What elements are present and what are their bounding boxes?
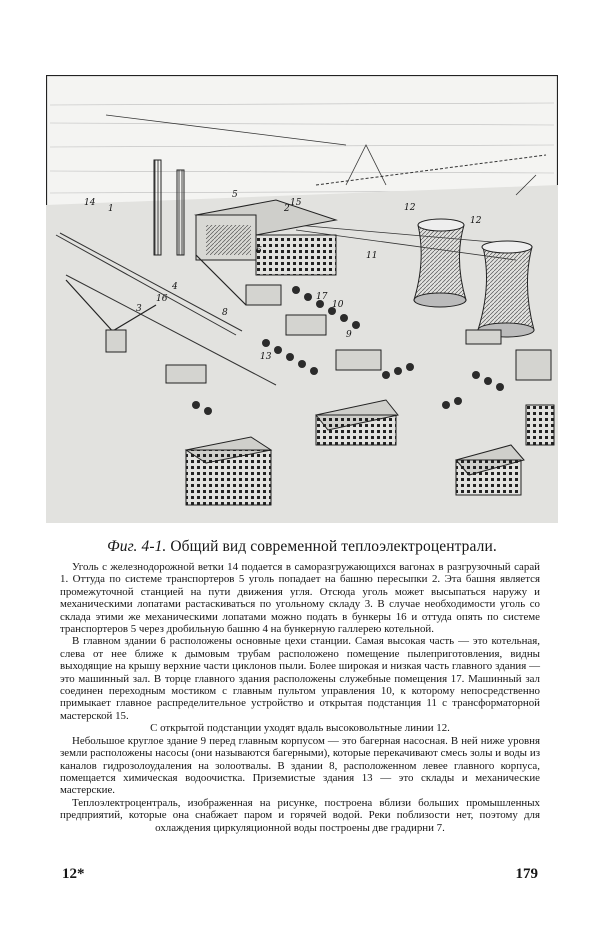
callout-15: 15 [290, 198, 302, 208]
paragraph: Теплоэлектроцентраль, изображенная на рисунке, построена вблизи больших промышленных предприятий, которые она снабжает паром и горячей водой. Реки поблизости нет, поэтому для охлаждения циркуляционной воды построены две градирни 7. [60, 796, 540, 834]
figure-caption [46, 538, 558, 556]
callout-1: 1 [108, 204, 114, 214]
callout-8: 8 [222, 308, 228, 318]
callout-10: 10 [332, 300, 344, 310]
signature-mark: 12* [62, 866, 85, 882]
body-text [60, 561, 540, 834]
callout-3: 3 [136, 304, 142, 314]
paragraph: Небольшое круглое здание 9 перед главным корпусом — это багерная насосная. В ней ниже уровня земли расположены насосы (они называются багерными), которые перекачивают смесь золы и воды из каналов гидрозолоудаления на золоотвалы. В здании 8, расположенном левее главного корпуса, помещается химическая водоочистка. Приземистые здания 13 — это склады и механические мастерские. [60, 734, 540, 797]
callout-17: 17 [316, 292, 328, 302]
power-plant-illustration [46, 75, 558, 523]
callout-14: 14 [84, 198, 96, 208]
paragraph: В главном здании 6 расположены основные цехи станции. Самая высокая часть — это котельная, слева от нее ближе к дымовым трубам расположено помещение пылеприготовления, видны выходящие на крышу верхние части циклонов пыли. Более широкая и низкая часть главного здания — это машинный зал. В торце главного здания расположены служебные помещения 17. Машинный зал соединен переходным мостиком с главным пультом управления 10, к которому непосредственно примыкает главное распределительное устройство и открытая подстанция 11 с трансформаторной мастерской 15. [60, 635, 540, 722]
callout-12b: 12 [470, 216, 482, 226]
callout-9: 9 [346, 330, 352, 340]
callout-2: 2 [284, 204, 290, 214]
callout-6: 6 [256, 246, 262, 256]
figure-label: Фиг. 4-1. [107, 538, 167, 555]
callout-11: 11 [366, 251, 378, 261]
figure-title: Общий вид современной теплоэлектроцентрали. [170, 538, 497, 555]
paragraph: С открытой подстанции уходят вдаль высоковольтные линии 12. [150, 722, 450, 735]
paragraph: Уголь с железнодорожной ветки 14 подается в саморазгружающихся вагонах в разгрузочный сарай 1. Оттуда по системе транспортеров 5 уголь попадает на башню пересыпки 2. Эта башня является промежуточной станцией на пути движения угля. Отсюда уголь может высыпаться наружу и механическими лопатами растаскиваться по угольному складу 3. В случае необходимости уголь со склада этими же механическими лопатами можно подать в бункеры 16 и оттуда опять по системе транспортеров 5 через дробильную башню 4 на бункерную галлерею котельной. [60, 561, 540, 636]
callout-12a: 12 [404, 203, 416, 213]
callout-13: 13 [260, 352, 272, 362]
page-number: 179 [515, 866, 538, 882]
callout-16: 16 [156, 294, 168, 304]
callout-4: 4 [172, 282, 178, 292]
callout-5: 5 [232, 190, 238, 200]
